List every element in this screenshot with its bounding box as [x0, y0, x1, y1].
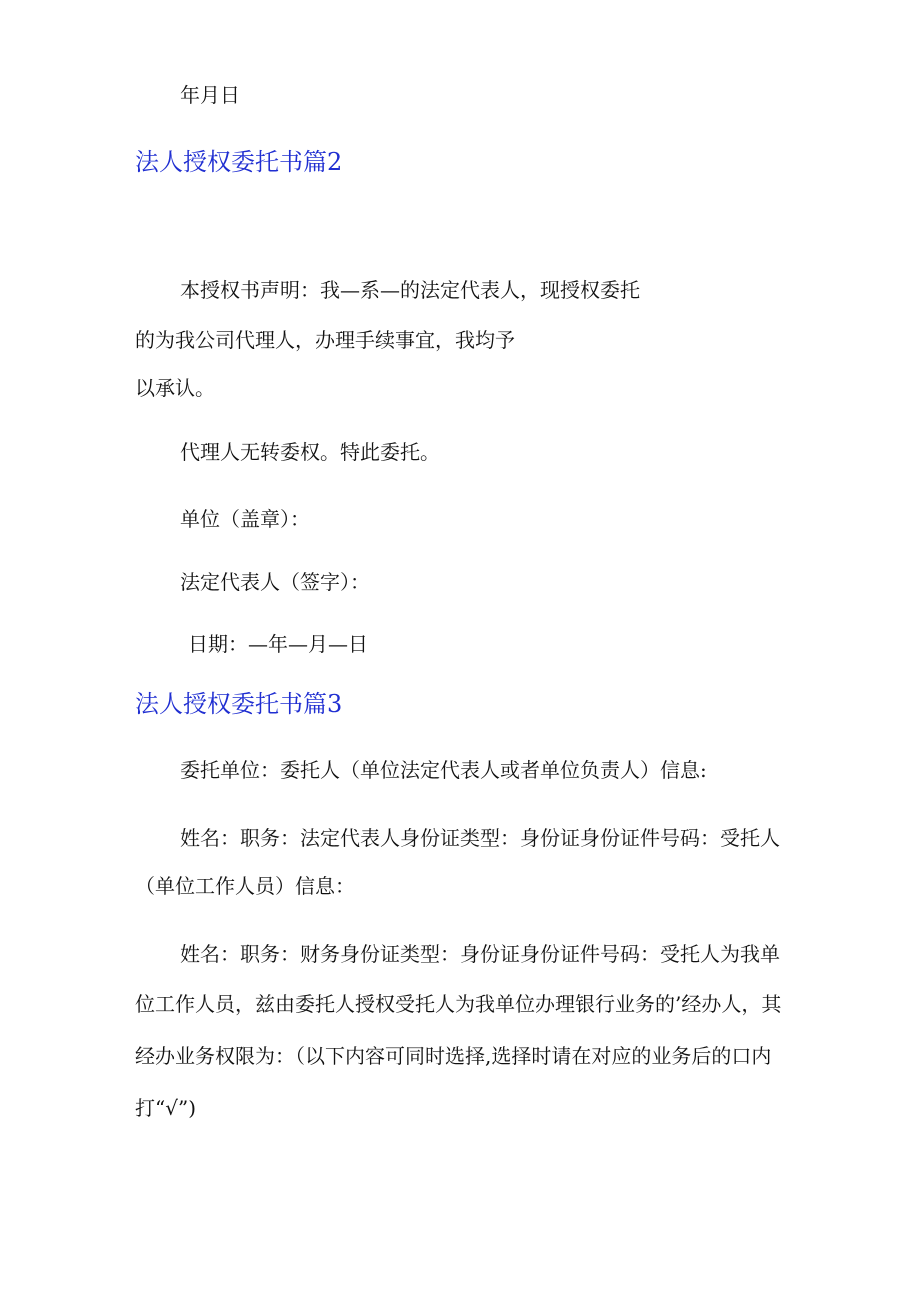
agent-info-line-4: 打“√”) [135, 1096, 196, 1120]
no-transfer-statement: 代理人无转委权。特此委托。 [180, 440, 440, 464]
declaration-line-2: 的为我公司代理人，办理手续事宜，我均予 [135, 328, 515, 352]
agent-info-line-2: 位工作人员，兹由委托人授权受托人为我单位办理银行业务的’经办人，其 [135, 992, 782, 1016]
agent-info-line-1: 姓名：职务：财务身份证类型：身份证身份证件号码：受托人为我单 [180, 942, 780, 966]
entrusting-unit-line: 委托单位：委托人（单位法定代表人或者单位负责人）信息: [180, 758, 707, 782]
declaration-line-1: 本授权书声明：我—系—的法定代表人，现授权委托 [180, 278, 640, 302]
date-field: 日期：—年—月—日 [188, 632, 368, 656]
principal-info-line-2: （单位工作人员）信息： [135, 874, 355, 898]
unit-seal-field: 单位（盖章）： [180, 507, 310, 531]
declaration-line-3: 以承认。 [135, 376, 215, 400]
agent-info-line-3: 经办业务权限为：（以下内容可同时选择,选择时请在对应的业务后的口内 [135, 1044, 772, 1068]
section-heading-2: 法人授权委托书篇2 [135, 148, 343, 176]
date-line-top: 年月日 [180, 83, 240, 107]
legal-rep-signature-field: 法定代表人（签字）： [180, 570, 370, 594]
principal-info-line-1: 姓名：职务：法定代表人身份证类型：身份证身份证件号码：受托人 [180, 826, 780, 850]
section-heading-3: 法人授权委托书篇3 [135, 690, 343, 718]
